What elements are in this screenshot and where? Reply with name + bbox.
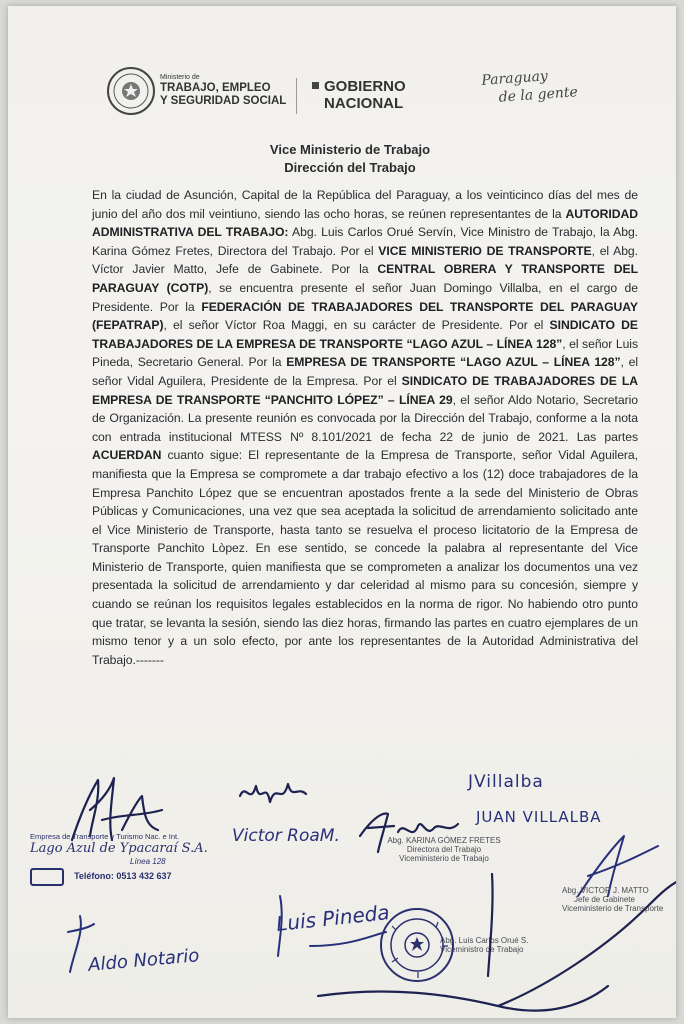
orue-name: Abg. Luis Carlos Orué S. [440,936,529,945]
national-seal-icon [106,66,156,116]
body-bold-segment: VICE MINISTERIO DE TRANSPORTE [378,243,592,258]
company-stamp-line1: Empresa de Transporte y Turismo Nac. e Int. [30,832,180,841]
orue-role: Viceministro de Trabajo [440,945,524,954]
matto-role: Jefe de Gabinete [574,895,635,904]
karina-print [374,836,514,863]
body-bold-segment: SINDICATO DE TRABAJADORES DE LA EMPRESA DE TRANSPORTE “LAGO AZUL – LÍNEA 128” [92,318,639,351]
body-segment: , el señor Luis Pineda, Secretario General. Por la [92,336,638,370]
body-bold-segment: CENTRAL OBRERA Y TRANSPORTE DEL PARAGUAY (COTP) [92,262,638,295]
karina-name: Abg. KARINA GÓMEZ FRETES [387,836,501,845]
agreement-body [92,186,638,669]
ministry-name [160,74,290,107]
vice-ministry-title: Vice Ministerio de Trabajo [269,142,431,157]
karina-role: Directora del Trabajo [406,845,482,854]
body-segment: Abg. Luis Carlos Orué Servín, Vice Ministro de Trabajo, la Abg. Karina Gómez Fretes, Directora del Trabajo. Por el [92,225,639,258]
body-bold-segment: ACUERDAN [92,448,162,463]
body-segment: , el Abg. Víctor Javier Matto, Jefe de Gabinete. Por la [92,243,638,277]
ministry-line-1: TRABAJO, EMPLEO [160,82,271,94]
company-stamp-name: Lago Azul de Ypacaraí S.A. [30,841,208,856]
slogan [481,64,593,108]
body-bold-segment: FEDERACIÓN DE TRABAJADORES DEL TRANSPORTE DEL PARAGUAY (FEPATRAP) [92,299,638,333]
bus-icon [30,868,64,886]
body-segment: En la ciudad de Asunción, Capital de la República del Paraguay, a los veinticinco días del mes de junio del año dos mil veintiuno, siendo las ocho horas, se reúnen representantes de la [92,188,638,221]
company-stamp-sub: Línea 128 [130,857,166,866]
gobierno-line-1: GOBIERNO [324,78,406,95]
matto-dept: Viceministerio de Transporte [562,904,664,913]
slogan-line-1: Paraguay [480,68,549,89]
signature-aldo-notario: Aldo Notario [87,945,201,976]
body-segment: , se encuentra presente el señor Juan Domingo Villalba, en el cargo de Presidente. Por la [92,280,639,314]
direction-title: Dirección del Trabajo [284,160,416,175]
document-page [8,6,676,1018]
square-icon [312,82,319,89]
body-bold-segment: AUTORIDAD ADMINISTRATIVA DEL TRABAJO: [92,206,638,240]
matto-name: Abg. VICTOR J. MATTO [562,886,649,895]
body-bold-segment: SINDICATO DE TRABAJADORES DE LA EMPRESA DE TRANSPORTE “PANCHITO LÓPEZ” – LÍNEA 29 [92,373,638,407]
signature-juan-villalba: JUAN VILLALBA [476,808,602,826]
company-stamp-tel: Teléfono: 0513 432 637 [74,870,172,881]
body-segment: , el señor Aldo Notario, Secretario de Organización. La presente reunión es convocada por la Dirección del Trabajo, conforme a la nota con entrada institucional MTESS Nº 8.101/2021 de fecha 22 de junio de 2021. Las partes [92,392,638,444]
company-stamp [30,832,210,886]
header-divider [296,78,297,114]
body-segment: cuanto sigue: El representante de la Empresa de Transporte, señor Vidal Aguilera, manifiesta que la Empresa se compromete a dar trabajo efectivo a los (12) doce trabajadores de la Empresa Panchito López que se encuentran apostados frente a la sede del Ministerio de Obras Públicas y Comunicaciones, una vez que sea aceptada la solicitud de arrendamiento solicitado ante el Vice Ministerio de Transporte, hasta tanto se resuelva el proceso licitatorio de la Empresa de Transporte Panchito Lòpez. En ese sentido, se concede la palabra al representante del Vice Ministerio de Transporte, quien manifiesta que se comprometen a analizar los documentos una vez presentada la solicitud de arrendamiento y dar celeridad al mismo para su concesión, siempre y cuando se reúnan los requisitos legales establecidos en la norma de rigor. No habiendo otro punto que tratar, se levanta la sesión, siendo las diez horas, firmando las partes en cuatro ejemplares de un mismo tenor y a un solo efecto, por ante los representantes de la Autoridad Administrativa del Trabajo.------- [92,448,638,667]
ministry-line-2: Y SEGURIDAD SOCIAL [160,94,287,107]
ministry-pre: Ministerio de [160,74,200,81]
signature-orue-sweep [308,866,676,1016]
gobierno-nacional [312,78,406,112]
signature-victor-roa: Victor RoaM. [232,826,340,846]
body-segment: , el señor Víctor Roa Maggi, en su carácter de Presidente. Por el [163,318,550,333]
karina-dept: Viceministerio de Trabajo [399,854,489,863]
signature-victor-roa-scribble [236,776,316,816]
signature-luis-pineda: Luis Pineda [275,900,391,936]
signature-villalba-top: JVillalba [468,772,544,792]
gobierno-line-2: NACIONAL [324,95,404,112]
slogan-line-2: de la gente [498,84,579,106]
body-bold-segment: EMPRESA DE TRANSPORTE “LAGO AZUL – LÍNEA 128” [286,355,621,370]
body-segment: , el señor Vidal Aguilera, Presidente de la Empresa. Por el [92,355,638,388]
